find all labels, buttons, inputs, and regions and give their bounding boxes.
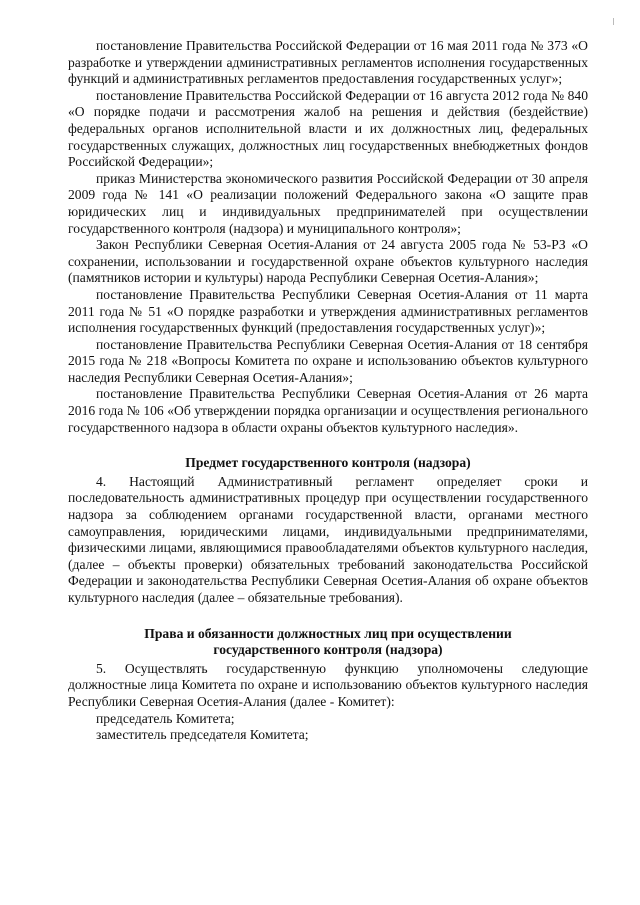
paragraph-decree-106: постановление Правительства Республики Северная Осетия-Алания от 26 марта 2016 года № 106 «Об утверждении порядка организации и осуществления регионального государственного надзора в области охраны объектов культурного наследия». (68, 386, 588, 435)
paragraph-order-141: приказ Министерства экономического развития Российской Федерации от 30 апреля 2009 года № 141 «О реализации положений Федерального закона «О защите прав юридических лиц и индивидуальных предпринимателей при осуществлении государственного контроля (надзора) и муниципального контроля»; (68, 170, 588, 236)
paragraph-decree-218: постановление Правительства Республики Северная Осетия-Алания от 18 сентября 2015 года № 218 «Вопросы Комитета по охране и использованию объектов культурного наследия Республики Северная Осетия-Алания»; (68, 336, 588, 385)
section-heading-rights (68, 626, 588, 659)
paragraph-decree-51: постановление Правительства Республики Северная Осетия-Алания от 11 марта 2011 года № 51 «О порядке разработки и утверждения административных регламентов исполнения государственных функций (предоставления государственных услуг)»; (68, 286, 588, 336)
scan-mark (613, 18, 614, 25)
section-heading-subject (68, 455, 588, 472)
paragraph-law-53-rz: Закон Республики Северная Осетия-Алания от 24 августа 2005 года № 53-РЗ «О сохранении, использовании и государственной охране объектов культурного наследия (памятников истории и культуры) народа Республики Северная Осетия-Алания»; (68, 237, 588, 286)
paragraph-clause-4: 4. Настоящий Административный регламент определяет сроки и последовательность административных процедур при осуществлении государственного надзора за соблюдением органами государственной власти, органами местного самоуправления, юридическими лицами, индивидуальными предпринимателями, физическими лицами, являющимися правообладателями объектов культурного наследия, (далее – объекты проверки) обязательных требований законодательства Российской Федерации и законодательства Республики Северная Осетия-Алания об охране объектов культурного наследия (далее – обязательные требования). (68, 473, 588, 605)
paragraph-decree-373: постановление Правительства Российской Федерации от 16 мая 2011 года № 373 «О разработке и утверждении административных регламентов исполнения государственных функций и административных регламентов предоставления государственных услуг»; (68, 38, 588, 87)
list-item-deputy-chairman: заместитель председателя Комитета; (96, 727, 309, 743)
section-heading-rights-line2: государственного контроля (надзора) (213, 642, 443, 658)
paragraph-clause-5: 5. Осуществлять государственную функцию уполномочены следующие должностные лица Комитета по охране и использованию объектов культурного наследия Республики Северная Осетия-Алания (далее - Комитет): (68, 660, 588, 709)
section-heading-subject-text: Предмет государственного контроля (надзора) (185, 455, 471, 471)
list-item-chairman: председатель Комитета; (96, 710, 235, 726)
section-heading-rights-line1: Права и обязанности должностных лиц при осуществлении (144, 625, 512, 641)
paragraph-decree-840: постановление Правительства Российской Федерации от 16 августа 2012 года № 840 «О порядке подачи и рассмотрения жалоб на решения и действия (бездействие) федеральных органов исполнительной власти и их должностных лиц, федеральных государственных служащих, должностных лиц государственных внебюджетных фондов Российской Федерации»; (68, 87, 588, 170)
document-page (68, 38, 588, 744)
